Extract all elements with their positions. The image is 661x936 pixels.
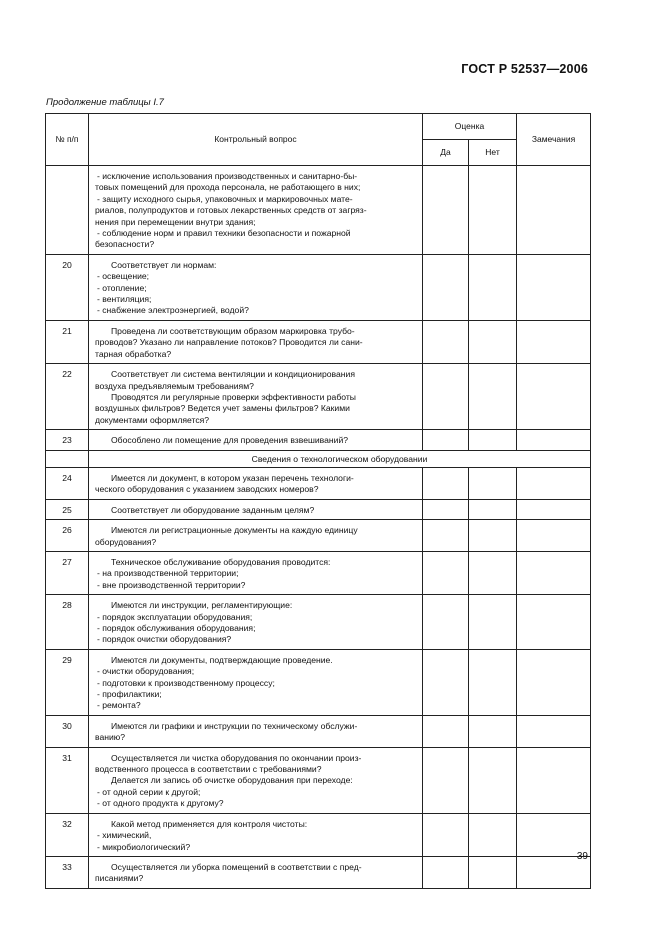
yes-cell[interactable] bbox=[423, 595, 469, 650]
remarks-cell[interactable] bbox=[517, 715, 591, 747]
question-line: Имеются ли регистрационные документы на каждую единицу bbox=[111, 525, 358, 536]
question-cell bbox=[89, 649, 423, 715]
question-cell bbox=[89, 467, 423, 499]
question-line: Проведена ли соответствующим образом маркировка трубо- bbox=[111, 325, 355, 336]
question-line: нения при перемещении внутри здания; bbox=[95, 216, 256, 227]
no-cell[interactable] bbox=[469, 364, 517, 430]
table-row bbox=[46, 320, 591, 363]
row-number: 20 bbox=[46, 254, 89, 320]
question-line: - ремонта? bbox=[97, 700, 141, 711]
row-number: 31 bbox=[46, 747, 89, 813]
question-line: проводов? Указано ли направление потоков? Проводится ли сани- bbox=[95, 337, 363, 348]
row-number: 26 bbox=[46, 520, 89, 552]
yes-cell[interactable] bbox=[423, 320, 469, 363]
remarks-cell[interactable] bbox=[517, 254, 591, 320]
question-line: риалов, полупродуктов и готовых лекарственных средств от загряз- bbox=[95, 205, 367, 216]
question-line: - исключение использования производственных и санитарно-бы- bbox=[97, 171, 358, 181]
table-row bbox=[46, 467, 591, 499]
no-cell[interactable] bbox=[469, 520, 517, 552]
question-line: оборудования? bbox=[95, 536, 157, 547]
yes-cell[interactable] bbox=[423, 364, 469, 430]
row-number: 33 bbox=[46, 856, 89, 888]
standard-header: ГОСТ Р 52537—2006 bbox=[461, 62, 588, 76]
question-line: Делается ли запись об очистке оборудования при переходе: bbox=[111, 775, 353, 786]
question-line: - вне производственной территории? bbox=[97, 579, 246, 590]
checklist-table bbox=[45, 113, 591, 889]
question-line: - порядок эксплуатации оборудования; bbox=[97, 611, 253, 622]
yes-cell[interactable] bbox=[423, 856, 469, 888]
table-row bbox=[46, 520, 591, 552]
no-cell[interactable] bbox=[469, 813, 517, 856]
question-line: - микробиологический? bbox=[97, 841, 191, 852]
question-line: Соответствует ли оборудование заданным целям? bbox=[111, 504, 315, 515]
yes-cell[interactable] bbox=[423, 499, 469, 519]
question-line: документами оформляется? bbox=[95, 414, 210, 425]
question-line: - вентиляция; bbox=[97, 294, 152, 305]
table-row bbox=[46, 499, 591, 519]
remarks-cell[interactable] bbox=[517, 649, 591, 715]
question-cell bbox=[89, 254, 423, 320]
question-line: - на производственной территории; bbox=[97, 568, 239, 579]
remarks-cell[interactable] bbox=[517, 520, 591, 552]
question-line: - химический, bbox=[97, 830, 152, 841]
question-cell bbox=[89, 166, 423, 255]
table-row bbox=[46, 747, 591, 813]
column-header-yes: Да bbox=[423, 140, 469, 166]
column-header-number: № п/п bbox=[46, 114, 89, 166]
row-number: 21 bbox=[46, 320, 89, 363]
question-line: - от одной серии к другой; bbox=[97, 786, 201, 797]
table-body-premises bbox=[46, 166, 591, 451]
no-cell[interactable] bbox=[469, 649, 517, 715]
remarks-cell[interactable] bbox=[517, 499, 591, 519]
table-body-equipment bbox=[46, 467, 591, 888]
yes-cell[interactable] bbox=[423, 551, 469, 594]
question-cell bbox=[89, 364, 423, 430]
column-header-no: Нет bbox=[469, 140, 517, 166]
question-line: Техническое обслуживание оборудования проводится: bbox=[111, 556, 331, 567]
row-number: 23 bbox=[46, 430, 89, 450]
question-cell bbox=[89, 430, 423, 450]
table-row bbox=[46, 166, 591, 255]
question-line: - отопление; bbox=[97, 282, 147, 293]
remarks-cell[interactable] bbox=[517, 813, 591, 856]
no-cell[interactable] bbox=[469, 320, 517, 363]
yes-cell[interactable] bbox=[423, 166, 469, 255]
column-header-remarks: Замечания bbox=[517, 114, 591, 166]
row-number: 29 bbox=[46, 649, 89, 715]
question-line: - порядок обслуживания оборудования; bbox=[97, 623, 256, 633]
remarks-cell[interactable] bbox=[517, 747, 591, 813]
question-line: - от одного продукта к другому? bbox=[97, 798, 224, 809]
yes-cell[interactable] bbox=[423, 649, 469, 715]
remarks-cell[interactable] bbox=[517, 166, 591, 255]
yes-cell[interactable] bbox=[423, 747, 469, 813]
table-row bbox=[46, 254, 591, 320]
yes-cell[interactable] bbox=[423, 430, 469, 450]
remarks-cell[interactable] bbox=[517, 595, 591, 650]
question-line: безопасности? bbox=[95, 239, 155, 250]
question-cell bbox=[89, 551, 423, 594]
remarks-cell[interactable] bbox=[517, 364, 591, 430]
question-cell bbox=[89, 813, 423, 856]
question-cell bbox=[89, 320, 423, 363]
remarks-cell[interactable] bbox=[517, 551, 591, 594]
row-number: 25 bbox=[46, 499, 89, 519]
question-line: Осуществляется ли чистка оборудования по окончании произ- bbox=[111, 752, 362, 763]
question-line: воздушных фильтров? Ведется учет замены фильтров? Какими bbox=[95, 403, 350, 414]
no-cell[interactable] bbox=[469, 595, 517, 650]
column-header-rating: Оценка bbox=[423, 114, 517, 140]
question-line: Соответствует ли система вентиляции и кондиционирования bbox=[111, 369, 355, 380]
no-cell[interactable] bbox=[469, 467, 517, 499]
question-line: Проводятся ли регулярные проверки эффективности работы bbox=[111, 391, 356, 402]
no-cell[interactable] bbox=[469, 254, 517, 320]
table-row bbox=[46, 715, 591, 747]
no-cell[interactable] bbox=[469, 747, 517, 813]
question-line: Обособлено ли помещение для проведения взвешиваний? bbox=[111, 435, 349, 446]
question-line: - соблюдение норм и правил техники безопасности и пожарной bbox=[97, 228, 351, 239]
table-row bbox=[46, 856, 591, 888]
row-number bbox=[46, 166, 89, 255]
table-row bbox=[46, 430, 591, 450]
yes-cell[interactable] bbox=[423, 467, 469, 499]
question-line: водственного процесса в соответствии с требованиями? bbox=[95, 764, 322, 775]
table-row bbox=[46, 649, 591, 715]
question-line: Какой метод применяется для контроля чистоты: bbox=[111, 818, 308, 829]
question-cell bbox=[89, 499, 423, 519]
remarks-cell[interactable] bbox=[517, 430, 591, 450]
yes-cell[interactable] bbox=[423, 715, 469, 747]
section-header-row bbox=[46, 450, 591, 467]
row-number: 32 bbox=[46, 813, 89, 856]
table-row bbox=[46, 813, 591, 856]
question-line: Имеются ли инструкции, регламентирующие: bbox=[111, 600, 293, 611]
question-line: Имеются ли графики и инструкции по техническому обслужи- bbox=[111, 720, 358, 731]
question-line: ванию? bbox=[95, 732, 126, 743]
question-line: Соответствует ли нормам: bbox=[111, 259, 217, 270]
row-number: 24 bbox=[46, 467, 89, 499]
no-cell[interactable] bbox=[469, 715, 517, 747]
yes-cell[interactable] bbox=[423, 254, 469, 320]
question-cell bbox=[89, 715, 423, 747]
question-line: воздуха предъявляемым требованиям? bbox=[95, 380, 254, 391]
question-cell bbox=[89, 595, 423, 650]
row-number: 28 bbox=[46, 595, 89, 650]
question-line: товых помещений для прохода персонала, не работающего в них; bbox=[95, 182, 361, 193]
remarks-cell[interactable] bbox=[517, 320, 591, 363]
page-number: 39 bbox=[576, 851, 588, 862]
table-row bbox=[46, 551, 591, 594]
question-line: Имеется ли документ, в котором указан перечень технологи- bbox=[111, 472, 354, 483]
question-line: - очистки оборудования; bbox=[97, 666, 195, 677]
section-title: Сведения о технологическом оборудовании bbox=[89, 450, 591, 467]
table-row bbox=[46, 595, 591, 650]
no-cell[interactable] bbox=[469, 499, 517, 519]
question-line: тарная обработка? bbox=[95, 348, 172, 359]
question-line: - снабжение электроэнергией, водой? bbox=[97, 305, 249, 316]
no-cell[interactable] bbox=[469, 856, 517, 888]
question-line: Имеются ли документы, подтверждающие проведение. bbox=[111, 654, 333, 665]
row-number: 27 bbox=[46, 551, 89, 594]
table-row bbox=[46, 364, 591, 430]
question-line: ческого оборудования с указанием заводских номеров? bbox=[95, 484, 319, 495]
no-cell[interactable] bbox=[469, 430, 517, 450]
question-cell bbox=[89, 747, 423, 813]
question-line: - подготовки к производственному процессу; bbox=[97, 677, 275, 688]
no-cell[interactable] bbox=[469, 551, 517, 594]
column-header-question: Контрольный вопрос bbox=[89, 114, 423, 166]
question-cell bbox=[89, 856, 423, 888]
question-line: Осуществляется ли уборка помещений в соответствии с пред- bbox=[111, 861, 362, 872]
question-line: - порядок очистки оборудования? bbox=[97, 634, 232, 645]
question-cell bbox=[89, 520, 423, 552]
yes-cell[interactable] bbox=[423, 520, 469, 552]
row-number: 30 bbox=[46, 715, 89, 747]
question-line: - защиту исходного сырья, упаковочных и маркировочных мате- bbox=[97, 193, 353, 204]
no-cell[interactable] bbox=[469, 166, 517, 255]
question-line: писаниями? bbox=[95, 873, 144, 884]
yes-cell[interactable] bbox=[423, 813, 469, 856]
table-caption: Продолжение таблицы I.7 bbox=[46, 97, 164, 108]
question-line: - освещение; bbox=[97, 271, 150, 282]
remarks-cell[interactable] bbox=[517, 467, 591, 499]
row-number: 22 bbox=[46, 364, 89, 430]
question-line: - профилактики; bbox=[97, 689, 162, 700]
